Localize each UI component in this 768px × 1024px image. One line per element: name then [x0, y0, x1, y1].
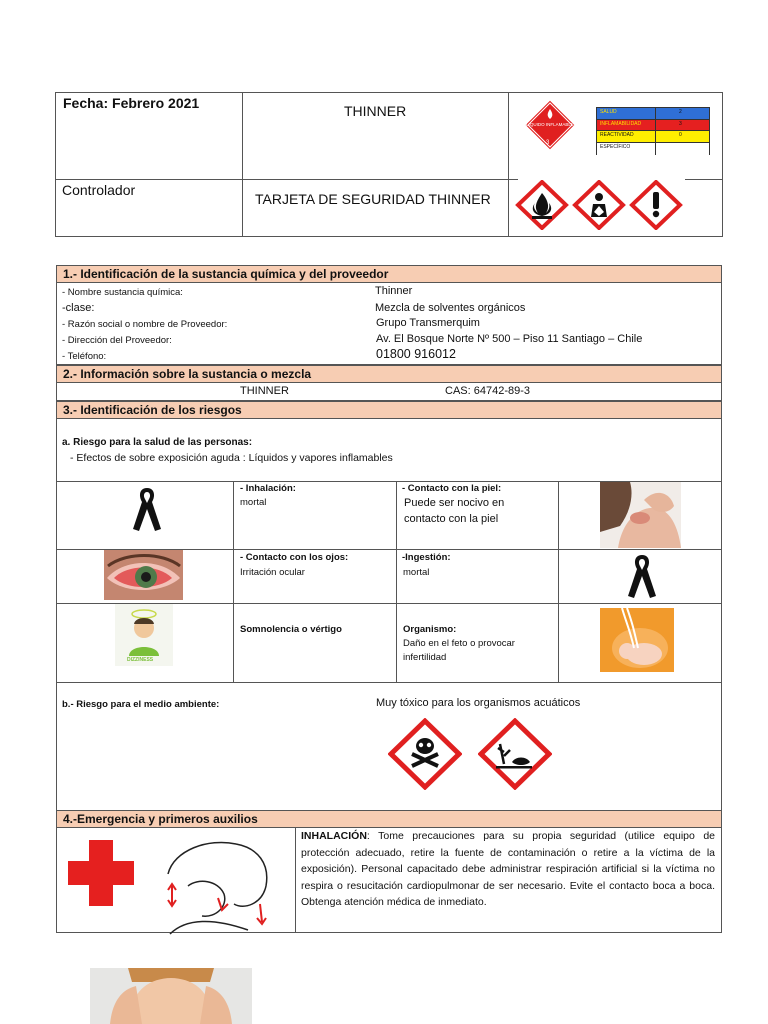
card-title: TARJETA DE SEGURIDAD THINNER [255, 191, 491, 207]
flame-pictogram-icon [514, 180, 570, 230]
header-divider-1 [242, 92, 243, 237]
eyes-value: Irritación ocular [240, 567, 305, 578]
eyes-label: - Contacto con los ojos: [240, 552, 349, 563]
s1-value-provider: Grupo Transmerquim [376, 317, 480, 329]
section4-title: 4.-Emergencia y primeros auxilios [56, 810, 722, 828]
dizziness-caption: DIZZINESS [127, 657, 154, 663]
nfpa-row-especifico: ESPECÍFICO [597, 143, 709, 155]
skin-label: - Contacto con la piel: [402, 483, 502, 494]
s1-value-class: Mezcla de solventes orgánicos [375, 302, 526, 314]
flammable-liquid-label: LIQUIDO INFLAMABLE [526, 122, 574, 127]
s1-value-address: Av. El Bosque Norte Nº 500 – Piso 11 Santiago – Chile [376, 333, 643, 345]
env-value: Muy tóxico para los organismos acuáticos [376, 697, 581, 709]
inhalation-first-aid-text [301, 828, 715, 911]
fetus-icon [600, 608, 674, 672]
section3-title: 3.- Identificación de los riesgos [56, 401, 722, 419]
header-controller: Controlador [62, 182, 136, 198]
s3-health-heading: a. Riesgo para la salud de las personas: [62, 437, 253, 448]
red-cross-icon [66, 838, 136, 908]
header-mid-line [55, 179, 508, 180]
grid-col-line-3 [558, 481, 559, 683]
health-hazard-pictogram-icon [571, 180, 627, 230]
cpr-illustration [158, 834, 276, 948]
grid-col-line-1 [233, 481, 234, 683]
ingestion-value: mortal [403, 567, 430, 578]
grid-col-line-2 [396, 481, 397, 683]
s1-label-class: -clase: [62, 302, 95, 314]
nfpa-row-reactividad: REACTIVIDAD 0 [597, 131, 709, 143]
organism-value-1: Daño en el feto o provocar [403, 638, 515, 649]
section4-divider [295, 828, 296, 933]
header-divider-2 [508, 92, 509, 237]
eye-wash-photo [90, 968, 252, 1024]
s1-label-address: - Dirección del Proveedor: [62, 335, 172, 346]
black-ribbon-icon [625, 552, 659, 600]
organism-label: Organismo: [403, 624, 457, 635]
s1-label-phone: - Teléfono: [62, 351, 107, 362]
section1-title: 1.- Identificación de la sustancia química y del proveedor [56, 265, 722, 283]
s3-acute-effects: - Efectos de sobre exposición aguda : Líquidos y vapores inflamables [70, 452, 393, 464]
skin-irritation-photo [600, 482, 681, 548]
header-product: THINNER [344, 103, 407, 119]
skin-value-2: contacto con la piel [404, 513, 499, 525]
red-eye-photo [104, 550, 183, 600]
nfpa-row-salud: SALUD 2 [597, 108, 709, 120]
env-heading: b.- Riesgo para el medio ambiente: [62, 699, 220, 710]
s2-cas: CAS: 64742-89-3 [445, 385, 530, 397]
s1-value-phone: 01800 916012 [376, 347, 456, 361]
somnolence-label: Somnolencia o vértigo [240, 624, 342, 635]
ingestion-label: -Ingestión: [402, 552, 451, 563]
skull-crossbones-pictogram-icon [388, 718, 462, 790]
s2-name: THINNER [240, 385, 289, 397]
flammable-liquid-number: 3 [546, 140, 550, 146]
inhalation-heading: INHALACIÓN [301, 830, 367, 842]
inhalation-body: : Tome precauciones para su propia seguridad (utilice equipo de protección adecuado, retire la fuente de contaminación o retire a la víctima de la exposición). Personal capacitado debe administrar respiración artificial si la víctima no respira o resucitación cardiopulmonar de ser necesario. Evite el contacto boca a boca. Obtenga atención médica de inmediato. [301, 830, 715, 908]
s1-value-name: Thinner [375, 285, 413, 297]
s1-label-provider: - Razón social o nombre de Proveedor: [62, 319, 228, 330]
skin-value-1: Puede ser nocivo en [404, 497, 505, 509]
nfpa-table [596, 107, 710, 155]
inhalation-value: mortal [240, 497, 267, 508]
inhalation-label: - Inhalación: [240, 483, 296, 494]
header-mid-line-right2 [685, 179, 723, 180]
section2-body [56, 383, 722, 401]
environment-hazard-pictogram-icon [478, 718, 552, 790]
header-date: Fecha: Febrero 2021 [63, 95, 200, 111]
black-ribbon-icon [130, 485, 164, 533]
s1-label-name: - Nombre sustancia química: [62, 287, 183, 298]
nfpa-row-inflamabilidad: INFLAMABILIDAD 3 [597, 120, 709, 132]
exclamation-pictogram-icon [628, 180, 684, 230]
organism-value-2: infertilidad [403, 652, 447, 663]
section3-intro [56, 419, 722, 482]
section2-title: 2.- Información sobre la sustancia o mezcla [56, 365, 722, 383]
